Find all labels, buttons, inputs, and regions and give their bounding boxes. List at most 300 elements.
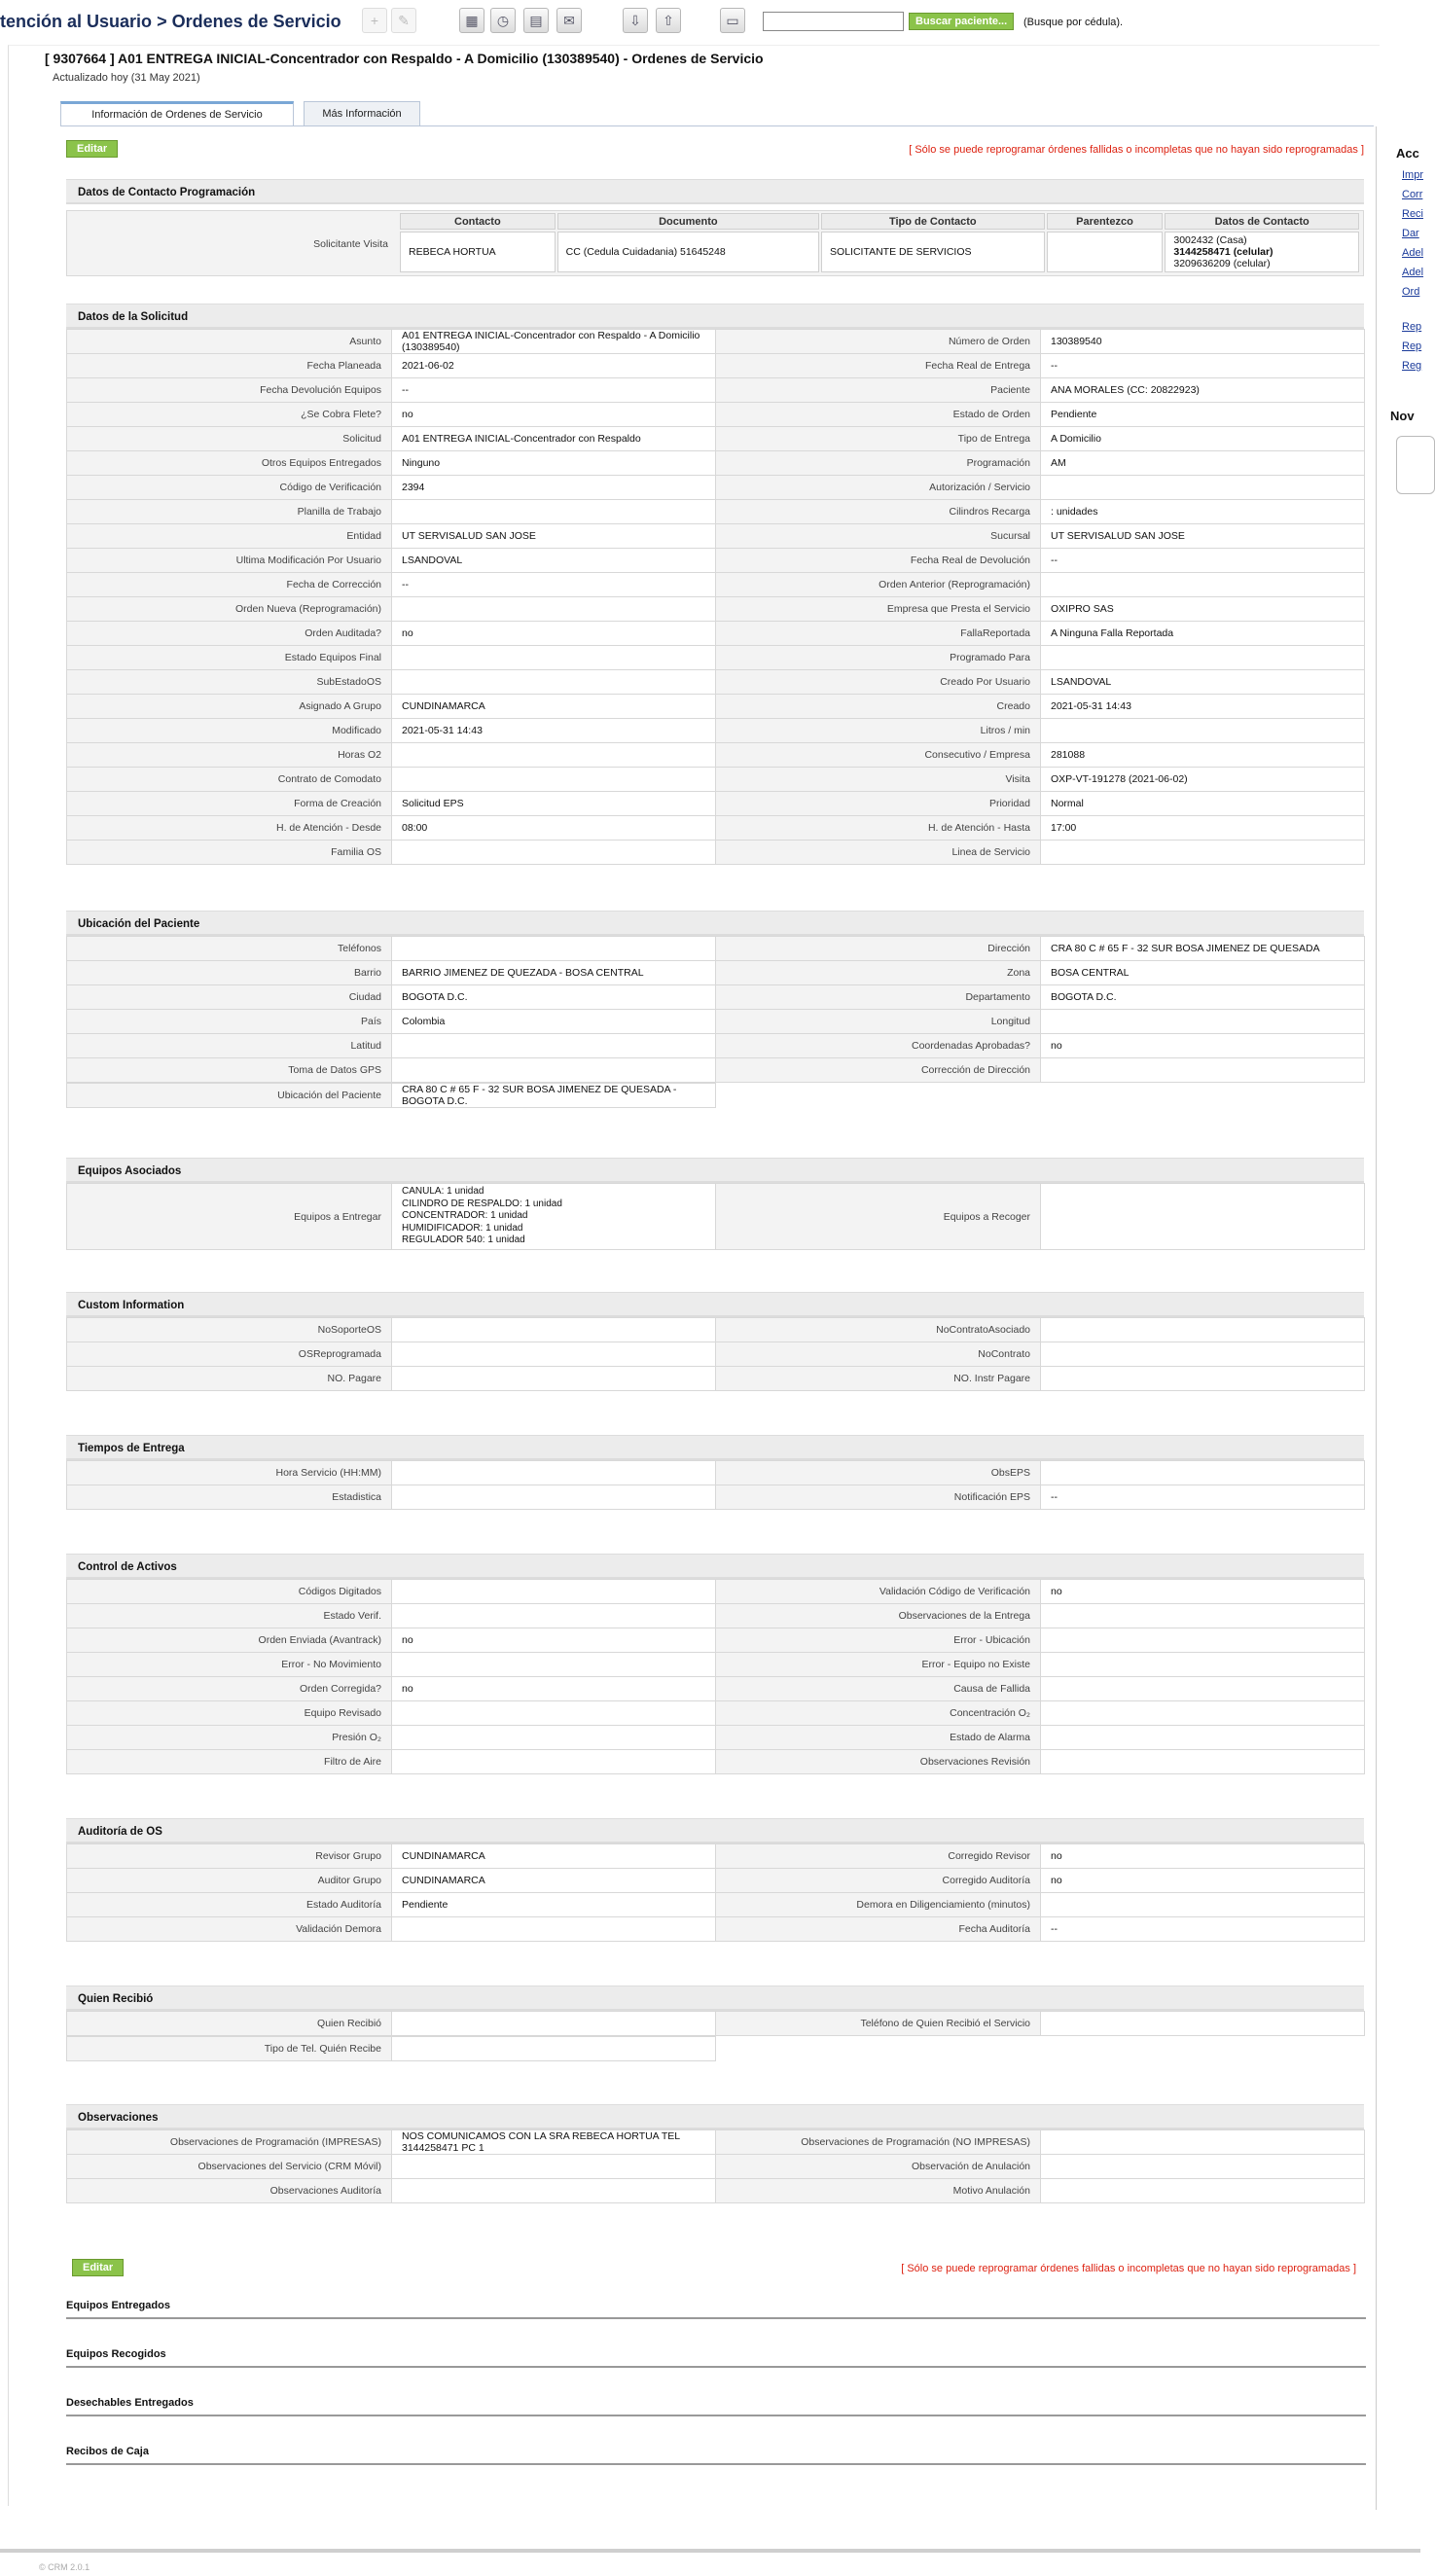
actions-panel	[1376, 126, 1424, 2510]
contact-section	[66, 179, 1364, 204]
field-label: Código de Verificación	[67, 476, 392, 500]
field-value: no	[392, 1628, 716, 1653]
field-value	[1041, 2179, 1365, 2203]
top-toolbar	[0, 0, 1420, 45]
field-label: Ubicación del Paciente	[67, 1084, 392, 1108]
field-value	[392, 768, 716, 792]
patient-search-input[interactable]	[763, 12, 904, 31]
field-value: no	[1041, 1580, 1365, 1604]
field-label: Revisor Grupo	[67, 1844, 392, 1869]
field-label: Teléfono de Quien Recibió el Servicio	[716, 2012, 1041, 2036]
field-value: 2021-06-02	[392, 354, 716, 378]
field-label: Creado	[716, 695, 1041, 719]
field-label: Programado Para	[716, 646, 1041, 670]
export-icon[interactable]: ⇧	[656, 8, 681, 33]
field-value: : unidades	[1041, 500, 1365, 524]
table-row	[67, 573, 1365, 597]
contact-phone: 3002432 (Casa)	[1173, 234, 1247, 246]
field-label: Estado de Alarma	[716, 1726, 1041, 1750]
table-row	[67, 841, 1365, 865]
field-value	[392, 841, 716, 865]
table-row	[67, 1318, 1365, 1342]
tab-more-info[interactable]: Más Información	[304, 101, 420, 126]
patient-location-table	[66, 936, 1365, 1083]
field-label: NoSoporteOS	[67, 1318, 392, 1342]
field-value: --	[1041, 354, 1365, 378]
field-value	[1041, 719, 1365, 743]
contact-phones	[1165, 232, 1359, 272]
field-label: Observaciones del Servicio (CRM Móvil)	[67, 2155, 392, 2179]
field-value	[392, 670, 716, 695]
field-label: Fecha Real de Devolución	[716, 549, 1041, 573]
field-label: Concentración O₂	[716, 1701, 1041, 1726]
table-row	[67, 1580, 1365, 1604]
field-label: Observaciones Auditoría	[67, 2179, 392, 2203]
table-row	[67, 2012, 1365, 2036]
field-label: NO. Instr Pagare	[716, 1367, 1041, 1391]
table-row	[67, 695, 1365, 719]
clock-icon[interactable]: ◷	[490, 8, 516, 33]
table-row	[67, 622, 1365, 646]
field-label: Equipos a Recoger	[716, 1184, 1041, 1250]
field-value: 17:00	[1041, 816, 1365, 841]
action-link[interactable]: Ord	[1402, 286, 1420, 298]
field-label: ¿Se Cobra Flete?	[67, 403, 392, 427]
field-label: Programación	[716, 451, 1041, 476]
field-label: Estado Verif.	[67, 1604, 392, 1628]
field-label: Observaciones de la Entrega	[716, 1604, 1041, 1628]
contact-table	[398, 211, 1361, 274]
section-title: Quien Recibió	[66, 1986, 1364, 2011]
field-label: ObsEPS	[716, 1461, 1041, 1485]
equipment-deliver-list	[392, 1184, 716, 1250]
field-value: NOS COMUNICAMOS CON LA SRA REBECA HORTUA TEL 3144258471 PC 1	[392, 2130, 716, 2155]
field-label: Planilla de Trabajo	[67, 500, 392, 524]
contact-phone: 3209636209 (celular)	[1173, 258, 1271, 269]
patient-location-extra	[66, 1083, 1365, 1108]
table-row	[67, 1893, 1365, 1917]
asset-control-table	[66, 1579, 1365, 1774]
field-value: Solicitud EPS	[392, 792, 716, 816]
add-icon: +	[362, 8, 387, 33]
field-label: Corregido Auditoría	[716, 1869, 1041, 1893]
field-label: Orden Corregida?	[67, 1677, 392, 1701]
field-label: Dirección	[716, 937, 1041, 961]
field-value: CRA 80 C # 65 F - 32 SUR BOSA JIMENEZ DE QUESADA - BOGOTA D.C.	[392, 1084, 716, 1108]
field-label: Ultima Modificación Por Usuario	[67, 549, 392, 573]
edit-pencil-icon: ✎	[391, 8, 416, 33]
field-label: Códigos Digitados	[67, 1580, 392, 1604]
field-label: Orden Anterior (Reprogramación)	[716, 573, 1041, 597]
cash-receipts-section[interactable]: Recibos de Caja	[66, 2446, 1366, 2465]
field-value	[392, 1701, 716, 1726]
contact-document: CC (Cedula Cuidadania) 51645248	[557, 232, 819, 272]
table-row	[67, 500, 1365, 524]
field-value	[1041, 2155, 1365, 2179]
field-label: Autorización / Servicio	[716, 476, 1041, 500]
field-value: 2021-05-31 14:43	[1041, 695, 1365, 719]
calculator-icon[interactable]: ▤	[523, 8, 549, 33]
field-value	[392, 1917, 716, 1942]
edit-button-bottom[interactable]: Editar	[72, 2259, 124, 2276]
field-label: Orden Nueva (Reprogramación)	[67, 597, 392, 622]
empty-cell	[716, 1084, 1365, 1108]
field-value	[392, 1318, 716, 1342]
field-value: A01 ENTREGA INICIAL-Concentrador con Respaldo	[392, 427, 716, 451]
custom-info-section	[66, 1292, 1364, 1391]
field-value: --	[1041, 1485, 1365, 1510]
action-link[interactable]: Impr	[1402, 169, 1423, 181]
field-label: Cilindros Recarga	[716, 500, 1041, 524]
footer	[0, 2549, 1420, 2576]
field-value: ANA MORALES (CC: 20822923)	[1041, 378, 1365, 403]
field-label: Demora en Diligenciamiento (minutos)	[716, 1893, 1041, 1917]
field-value	[1041, 1893, 1365, 1917]
notes-icon[interactable]: ✉	[556, 8, 582, 33]
field-label: Filtro de Aire	[67, 1750, 392, 1774]
table-row	[67, 1869, 1365, 1893]
tab-divider	[60, 125, 1374, 126]
column-header: Tipo de Contacto	[821, 213, 1045, 230]
observations-section	[66, 2104, 1364, 2203]
field-label: Orden Auditada?	[67, 622, 392, 646]
field-value	[392, 1653, 716, 1677]
actions-panel-title: Acc	[1396, 146, 1419, 161]
contact-label: Solicitante Visita	[313, 238, 388, 250]
table-row	[67, 816, 1365, 841]
field-value: A Domicilio	[1041, 427, 1365, 451]
action-link[interactable]: Adel	[1402, 267, 1424, 278]
equipment-item: CILINDRO DE RESPALDO: 1 unidad	[402, 1198, 562, 1209]
breadcrumb	[0, 12, 341, 32]
section-title: Control de Activos	[66, 1554, 1364, 1579]
table-row	[67, 1653, 1365, 1677]
request-data-table	[66, 329, 1365, 865]
field-value: CUNDINAMARCA	[392, 695, 716, 719]
equipment-item: REGULADOR 540: 1 unidad	[402, 1234, 525, 1246]
section-title: Tiempos de Entrega	[66, 1435, 1364, 1460]
field-value	[1041, 1461, 1365, 1485]
empty-cell	[716, 2037, 1365, 2061]
calendar-icon[interactable]: ▦	[459, 8, 484, 33]
table-row	[67, 646, 1365, 670]
table-row	[67, 937, 1365, 961]
field-value	[1041, 1342, 1365, 1367]
field-value	[392, 937, 716, 961]
field-value	[392, 597, 716, 622]
field-label: Equipos a Entregar	[67, 1184, 392, 1250]
field-value: no	[1041, 1034, 1365, 1058]
breadcrumb-current: Ordenes de Servicio	[171, 12, 341, 31]
field-label: Toma de Datos GPS	[67, 1058, 392, 1083]
field-value	[392, 2012, 716, 2036]
field-label: Barrio	[67, 961, 392, 985]
table-row	[67, 330, 1365, 354]
table-row	[67, 1367, 1365, 1391]
table-row	[67, 476, 1365, 500]
field-value: UT SERVISALUD SAN JOSE	[1041, 524, 1365, 549]
table-row	[67, 427, 1365, 451]
section-title: Equipos Asociados	[66, 1158, 1364, 1183]
table-row	[67, 1750, 1365, 1774]
table-row	[67, 743, 1365, 768]
field-value	[392, 1750, 716, 1774]
field-label: Fecha Auditoría	[716, 1917, 1041, 1942]
field-value	[392, 1580, 716, 1604]
field-label: Corregido Revisor	[716, 1844, 1041, 1869]
field-value: BARRIO JIMENEZ DE QUEZADA - BOSA CENTRAL	[392, 961, 716, 985]
field-label: Horas O2	[67, 743, 392, 768]
field-label: Quien Recibió	[67, 2012, 392, 2036]
field-label: H. de Atención - Desde	[67, 816, 392, 841]
field-value: 130389540	[1041, 330, 1365, 354]
field-label: Corrección de Dirección	[716, 1058, 1041, 1083]
field-label: Linea de Servicio	[716, 841, 1041, 865]
contact-type: SOLICITANTE DE SERVICIOS	[821, 232, 1045, 272]
field-label: Estado Auditoría	[67, 1893, 392, 1917]
field-label: Modificado	[67, 719, 392, 743]
action-link[interactable]: Adel	[1402, 247, 1424, 259]
field-label: Error - Ubicación	[716, 1628, 1041, 1653]
table-row	[67, 768, 1365, 792]
table-row	[67, 719, 1365, 743]
equipment-item: CONCENTRADOR: 1 unidad	[402, 1210, 528, 1222]
field-label: Orden Enviada (Avantrack)	[67, 1628, 392, 1653]
table-row	[67, 549, 1365, 573]
contact-panel	[66, 210, 1364, 276]
field-label: Visita	[716, 768, 1041, 792]
field-value	[1041, 841, 1365, 865]
field-value	[392, 1058, 716, 1083]
field-value: Pendiente	[392, 1893, 716, 1917]
receiver-table	[66, 2011, 1365, 2036]
section-title: Datos de la Solicitud	[66, 304, 1364, 329]
contact-name: REBECA HORTUA	[400, 232, 556, 272]
field-value: A01 ENTREGA INICIAL-Concentrador con Respaldo - A Domicilio (130389540)	[392, 330, 716, 354]
field-value	[1041, 1010, 1365, 1034]
delivery-times-section	[66, 1435, 1364, 1510]
field-value	[392, 2179, 716, 2203]
field-value	[1041, 1058, 1365, 1083]
field-label: Forma de Creación	[67, 792, 392, 816]
table-row	[67, 1342, 1365, 1367]
column-header: Parentezco	[1047, 213, 1164, 230]
column-header: Datos de Contacto	[1165, 213, 1359, 230]
search-hint: (Busque por cédula).	[1023, 17, 1124, 28]
footer-text: © CRM 2.0.1	[39, 2562, 90, 2572]
field-value: CUNDINAMARCA	[392, 1869, 716, 1893]
equipment-item: HUMIDIFICADOR: 1 unidad	[402, 1222, 523, 1234]
field-label: Creado Por Usuario	[716, 670, 1041, 695]
table-row	[67, 2179, 1365, 2203]
field-label: Consecutivo / Empresa	[716, 743, 1041, 768]
equipment-table	[66, 1183, 1365, 1250]
monitor-icon[interactable]: ▭	[720, 8, 745, 33]
field-value: --	[392, 378, 716, 403]
field-value: CUNDINAMARCA	[392, 1844, 716, 1869]
action-link[interactable]: Corr	[1402, 189, 1423, 200]
field-label: Observaciones de Programación (IMPRESAS)	[67, 2130, 392, 2155]
field-label: OSReprogramada	[67, 1342, 392, 1367]
delivered-equipment-section[interactable]: Equipos Entregados	[66, 2300, 1366, 2319]
field-label: Fecha de Corrección	[67, 573, 392, 597]
action-link[interactable]: Rep	[1402, 340, 1422, 352]
table-row	[67, 1628, 1365, 1653]
field-label: Estado de Orden	[716, 403, 1041, 427]
action-link[interactable]: Reg	[1402, 360, 1422, 372]
field-value: --	[1041, 1917, 1365, 1942]
section-title: Datos de Contacto Programación	[66, 179, 1364, 204]
field-value: BOGOTA D.C.	[392, 985, 716, 1010]
contact-relationship	[1047, 232, 1164, 272]
table-row	[67, 1604, 1365, 1628]
receiver-extra	[66, 2036, 1365, 2061]
field-label: NO. Pagare	[67, 1367, 392, 1391]
field-value: UT SERVISALUD SAN JOSE	[392, 524, 716, 549]
field-value	[1041, 573, 1365, 597]
custom-info-table	[66, 1317, 1365, 1391]
table-row	[67, 451, 1365, 476]
table-row	[67, 2130, 1365, 2155]
field-value: --	[1041, 549, 1365, 573]
field-value	[392, 2155, 716, 2179]
delivery-times-table	[66, 1460, 1365, 1510]
field-value	[392, 743, 716, 768]
field-value: 08:00	[392, 816, 716, 841]
field-value	[1041, 1750, 1365, 1774]
section-title: Custom Information	[66, 1292, 1364, 1317]
field-value	[1041, 1726, 1365, 1750]
field-value	[1041, 1628, 1365, 1653]
field-label: Observaciones Revisión	[716, 1750, 1041, 1774]
field-value	[392, 1461, 716, 1485]
equipment-section	[66, 1158, 1364, 1250]
field-label: Longitud	[716, 1010, 1041, 1034]
table-row	[67, 524, 1365, 549]
section-title: Ubicación del Paciente	[66, 911, 1364, 936]
field-value: Ninguno	[392, 451, 716, 476]
field-value	[392, 2037, 716, 2061]
field-value	[1041, 646, 1365, 670]
field-value	[392, 1485, 716, 1510]
field-value: 2021-05-31 14:43	[392, 719, 716, 743]
last-updated: Actualizado hoy (31 May 2021)	[53, 72, 200, 84]
field-label: Estadistica	[67, 1485, 392, 1510]
field-label: Empresa que Presta el Servicio	[716, 597, 1041, 622]
field-value: BOSA CENTRAL	[1041, 961, 1365, 985]
field-label: Equipo Revisado	[67, 1701, 392, 1726]
field-label: Prioridad	[716, 792, 1041, 816]
table-row	[67, 792, 1365, 816]
table-row	[67, 1461, 1365, 1485]
field-value	[1041, 1701, 1365, 1726]
equipment-item: CANULA: 1 unidad	[402, 1186, 484, 1198]
audit-table	[66, 1843, 1365, 1942]
field-value	[392, 646, 716, 670]
field-label: Otros Equipos Entregados	[67, 451, 392, 476]
field-value	[392, 1367, 716, 1391]
field-value	[1041, 1677, 1365, 1701]
collected-equipment-section[interactable]: Equipos Recogidos	[66, 2348, 1366, 2368]
field-label: País	[67, 1010, 392, 1034]
field-label: Fecha Real de Entrega	[716, 354, 1041, 378]
field-value	[392, 1342, 716, 1367]
table-row	[67, 1917, 1365, 1942]
field-value: 2394	[392, 476, 716, 500]
field-value: no	[392, 622, 716, 646]
table-row	[67, 1701, 1365, 1726]
table-row	[67, 1726, 1365, 1750]
table-row	[67, 2155, 1365, 2179]
field-label: Asunto	[67, 330, 392, 354]
patient-location-section	[66, 911, 1364, 1108]
field-label: Observación de Anulación	[716, 2155, 1041, 2179]
field-label: Latitud	[67, 1034, 392, 1058]
field-value: 281088	[1041, 743, 1365, 768]
column-header: Contacto	[400, 213, 556, 230]
request-data-section	[66, 304, 1364, 865]
edit-button[interactable]: Editar	[66, 140, 118, 158]
news-box	[1396, 436, 1435, 494]
action-link[interactable]: Rep	[1402, 321, 1422, 333]
field-value	[392, 500, 716, 524]
field-label: Tipo de Entrega	[716, 427, 1041, 451]
field-value	[1041, 1367, 1365, 1391]
contact-phone: 3144258471 (celular)	[1173, 246, 1274, 258]
field-label: Teléfonos	[67, 937, 392, 961]
field-value	[1041, 2130, 1365, 2155]
breadcrumb-separator: >	[157, 12, 167, 31]
field-value: A Ninguna Falla Reportada	[1041, 622, 1365, 646]
field-value: Colombia	[392, 1010, 716, 1034]
field-label: Validación Demora	[67, 1917, 392, 1942]
asset-control-section	[66, 1554, 1364, 1774]
reprogram-warning: [ Sólo se puede reprogramar órdenes fallidas o incompletas que no hayan sido reprogramadas ]	[909, 144, 1364, 156]
table-row	[67, 1058, 1365, 1083]
field-label: Contrato de Comodato	[67, 768, 392, 792]
section-title: Auditoría de OS	[66, 1818, 1364, 1843]
table-row	[67, 1677, 1365, 1701]
field-label: Presión O₂	[67, 1726, 392, 1750]
field-label: Hora Servicio (HH:MM)	[67, 1461, 392, 1485]
field-label: Departamento	[716, 985, 1041, 1010]
field-label: Motivo Anulación	[716, 2179, 1041, 2203]
field-label: Error - Equipo no Existe	[716, 1653, 1041, 1677]
field-value: OXIPRO SAS	[1041, 597, 1365, 622]
field-value: BOGOTA D.C.	[1041, 985, 1365, 1010]
field-label: Ciudad	[67, 985, 392, 1010]
action-link[interactable]: Reci	[1402, 208, 1424, 220]
column-header: Documento	[557, 213, 819, 230]
field-value: no	[1041, 1869, 1365, 1893]
field-value	[392, 1034, 716, 1058]
field-label: Observaciones de Programación (NO IMPRESAS)	[716, 2130, 1041, 2155]
disposables-section[interactable]: Desechables Entregados	[66, 2397, 1366, 2416]
field-label: Número de Orden	[716, 330, 1041, 354]
action-link[interactable]: Dar	[1402, 228, 1419, 239]
breadcrumb-parent[interactable]: tención al Usuario	[0, 12, 153, 31]
field-value	[1041, 2012, 1365, 2036]
field-value: AM	[1041, 451, 1365, 476]
search-patient-button[interactable]: Buscar paciente...	[909, 13, 1014, 30]
tab-order-info[interactable]: Información de Ordenes de Servicio	[60, 101, 294, 126]
field-label: Notificación EPS	[716, 1485, 1041, 1510]
field-value: LSANDOVAL	[1041, 670, 1365, 695]
import-icon[interactable]: ⇩	[623, 8, 648, 33]
field-label: NoContrato	[716, 1342, 1041, 1367]
field-label: H. de Atención - Hasta	[716, 816, 1041, 841]
reprogram-warning-bottom: [ Sólo se puede reprogramar órdenes fallidas o incompletas que no hayan sido reprogramadas ]	[901, 2263, 1356, 2274]
